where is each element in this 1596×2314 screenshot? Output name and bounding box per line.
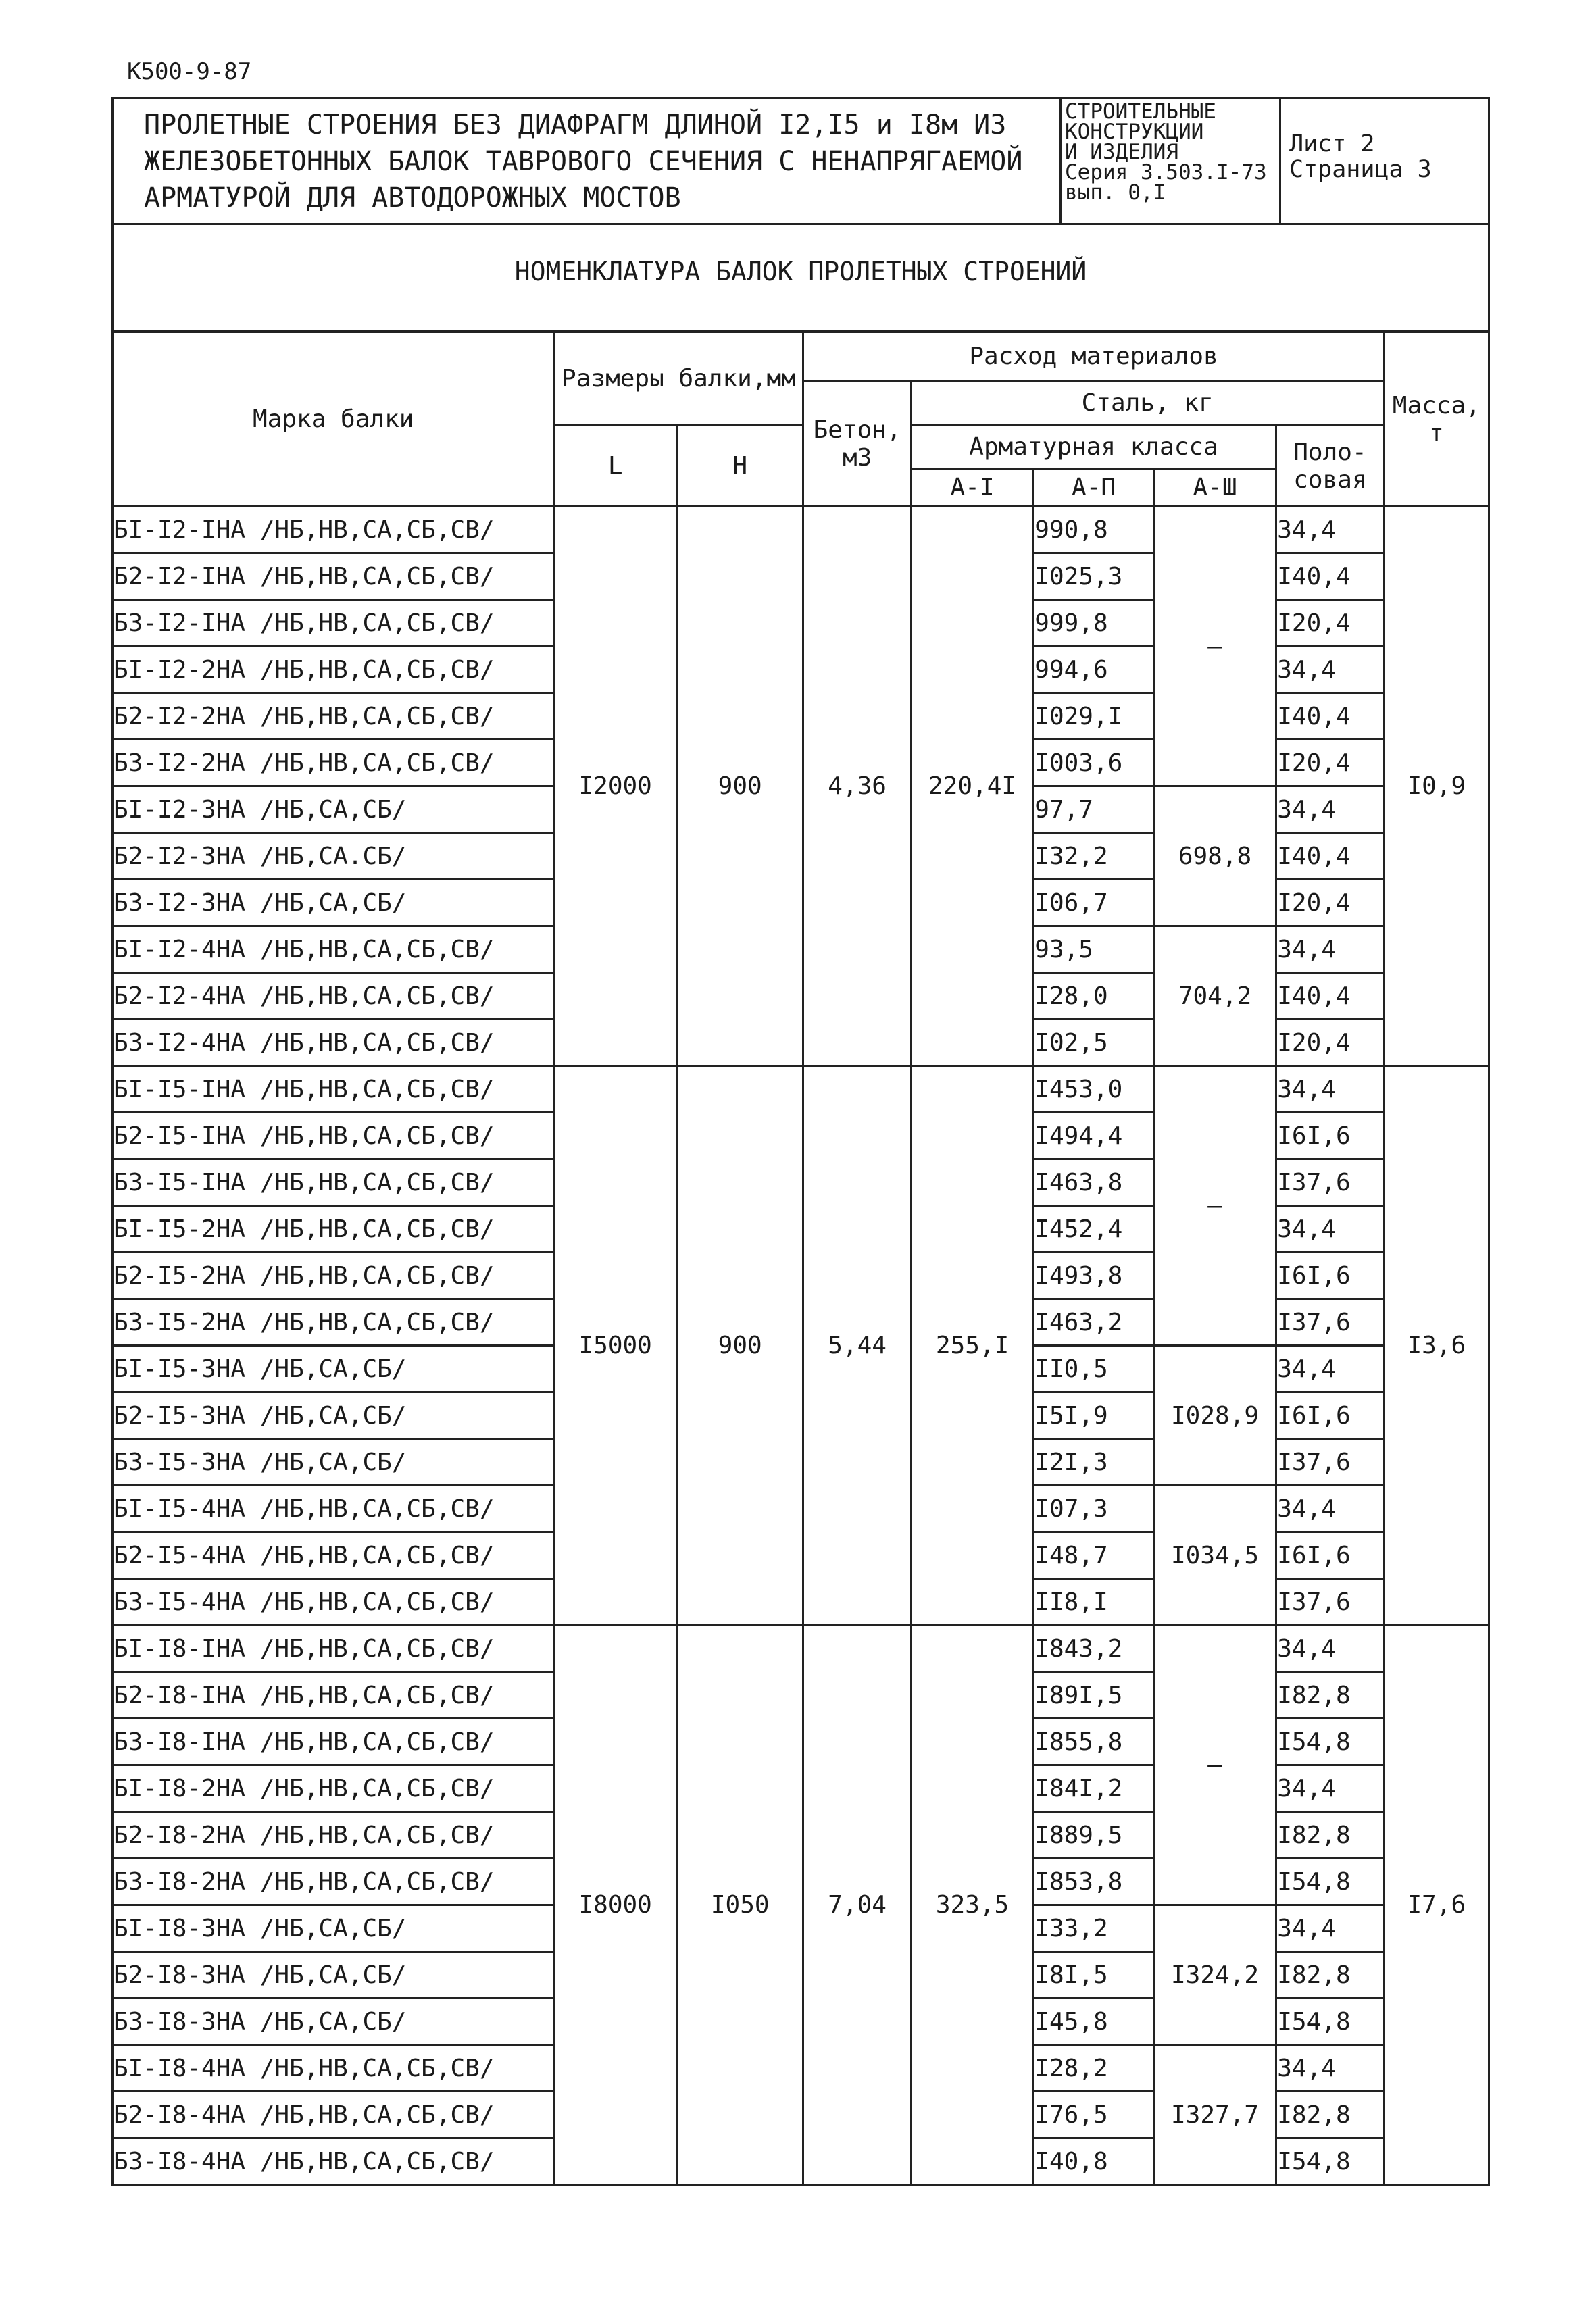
concrete-volume: 4,36 — [803, 507, 911, 1066]
steel-a2: I5I,9 — [1034, 1392, 1153, 1439]
beam-mark: Б2-I2-IНА /НБ,НВ,СА,СБ,СВ/ — [113, 553, 554, 600]
beam-mark: Б2-I8-IНА /НБ,НВ,СА,СБ,СВ/ — [113, 1672, 554, 1719]
beam-mark: Б3-I5-IНА /НБ,НВ,СА,СБ,СВ/ — [113, 1159, 554, 1206]
length-L: I2000 — [554, 507, 677, 1066]
steel-a3: — — [1153, 507, 1276, 786]
header-dims: Размеры балки,мм — [554, 332, 803, 426]
steel-a2: 994,6 — [1034, 647, 1153, 693]
length-L: I5000 — [554, 1066, 677, 1626]
steel-a2: I452,4 — [1034, 1206, 1153, 1253]
series-line: Серия 3.503.I-73 — [1065, 160, 1267, 184]
steel-a2: I32,2 — [1034, 833, 1153, 880]
beam-mark: БI-I2-2НА /НБ,НВ,СА,СБ,СВ/ — [113, 647, 554, 693]
title-block — [111, 97, 1490, 225]
steel-a2: I853,8 — [1034, 1859, 1153, 1905]
beam-mark: Б2-I2-2НА /НБ,НВ,СА,СБ,СВ/ — [113, 693, 554, 740]
beam-mark: Б2-I5-2НА /НБ,НВ,СА,СБ,СВ/ — [113, 1253, 554, 1299]
beam-mark: Б2-I5-4НА /НБ,НВ,СА,СБ,СВ/ — [113, 1532, 554, 1579]
beam-nomenclature-table — [111, 331, 1490, 2186]
header-a1: А-I — [911, 469, 1034, 507]
steel-a2: I494,4 — [1034, 1113, 1153, 1159]
strip-steel: 34,4 — [1276, 926, 1384, 973]
steel-a2: I89I,5 — [1034, 1672, 1153, 1719]
beam-mark: БI-I2-3НА /НБ,СА,СБ/ — [113, 786, 554, 833]
steel-a2: 999,8 — [1034, 600, 1153, 647]
steel-a2: I889,5 — [1034, 1812, 1153, 1859]
beam-mark: Б3-I2-4НА /НБ,НВ,СА,СБ,СВ/ — [113, 1020, 554, 1066]
title-divider — [1059, 99, 1062, 223]
header-strip: Поло-совая — [1276, 426, 1384, 507]
beam-mark: БI-I5-4НА /НБ,НВ,СА,СБ,СВ/ — [113, 1486, 554, 1532]
beam-mark: БI-I5-IНА /НБ,НВ,СА,СБ,СВ/ — [113, 1066, 554, 1113]
beam-mark: Б3-I2-IНА /НБ,НВ,СА,СБ,СВ/ — [113, 600, 554, 647]
strip-steel: I40,4 — [1276, 833, 1384, 880]
beam-mark: БI-I8-3НА /НБ,СА,СБ/ — [113, 1905, 554, 1952]
beam-mark: БI-I8-IНА /НБ,НВ,СА,СБ,СВ/ — [113, 1626, 554, 1672]
beam-mark: БI-I5-3НА /НБ,СА,СБ/ — [113, 1346, 554, 1392]
beam-mark: Б3-I8-2НА /НБ,НВ,СА,СБ,СВ/ — [113, 1859, 554, 1905]
strip-steel: I20,4 — [1276, 600, 1384, 647]
strip-steel: I82,8 — [1276, 2092, 1384, 2138]
height-H: 900 — [676, 507, 803, 1066]
header-a2: А-П — [1034, 469, 1153, 507]
steel-a2: I8I,5 — [1034, 1952, 1153, 1998]
steel-a3: 698,8 — [1153, 786, 1276, 926]
steel-a2: I453,0 — [1034, 1066, 1153, 1113]
header-H: Н — [676, 426, 803, 507]
steel-a2: I463,2 — [1034, 1299, 1153, 1346]
strip-steel: I20,4 — [1276, 880, 1384, 926]
steel-a2: I33,2 — [1034, 1905, 1153, 1952]
header-steel: Сталь, кг — [911, 381, 1384, 426]
steel-a2: I843,2 — [1034, 1626, 1153, 1672]
steel-a3: I028,9 — [1153, 1346, 1276, 1486]
strip-steel: 34,4 — [1276, 2045, 1384, 2092]
strip-steel: 34,4 — [1276, 1765, 1384, 1812]
concrete-volume: 7,04 — [803, 1626, 911, 2185]
beam-mark: БI-I2-IНА /НБ,НВ,СА,СБ,СВ/ — [113, 507, 554, 553]
sheet-number: Лист 2 — [1289, 130, 1375, 157]
strip-steel: I37,6 — [1276, 1299, 1384, 1346]
beam-mark: Б3-I2-3НА /НБ,СА,СБ/ — [113, 880, 554, 926]
table-caption-box — [111, 223, 1490, 332]
strip-steel: I20,4 — [1276, 1020, 1384, 1066]
strip-steel: I20,4 — [1276, 740, 1384, 786]
header-L: L — [554, 426, 677, 507]
beam-mark: Б2-I8-4НА /НБ,НВ,СА,СБ,СВ/ — [113, 2092, 554, 2138]
strip-steel: I54,8 — [1276, 2138, 1384, 2185]
table-caption: НОМЕНКЛАТУРА БАЛОК ПРОЛЕТНЫХ СТРОЕНИЙ — [514, 257, 1087, 286]
height-H: I050 — [676, 1626, 803, 2185]
steel-a2: I493,8 — [1034, 1253, 1153, 1299]
header-concrete: Бетон, м3 — [803, 381, 911, 507]
strip-steel: 34,4 — [1276, 647, 1384, 693]
steel-a2: I84I,2 — [1034, 1765, 1153, 1812]
beam-mark: БI-I8-2НА /НБ,НВ,СА,СБ,СВ/ — [113, 1765, 554, 1812]
steel-a2: I02,5 — [1034, 1020, 1153, 1066]
document-code: К500-9-87 — [127, 58, 252, 85]
beam-mark: Б2-I2-3НА /НБ,СА.СБ/ — [113, 833, 554, 880]
beam-mark: Б3-I8-4НА /НБ,НВ,СА,СБ,СВ/ — [113, 2138, 554, 2185]
steel-a2: II0,5 — [1034, 1346, 1153, 1392]
beam-mark: Б3-I8-3НА /НБ,СА,СБ/ — [113, 1998, 554, 2045]
beam-mark: Б2-I5-IНА /НБ,НВ,СА,СБ,СВ/ — [113, 1113, 554, 1159]
beam-mark: Б2-I5-3НА /НБ,СА,СБ/ — [113, 1392, 554, 1439]
height-H: 900 — [676, 1066, 803, 1626]
steel-a2: 97,7 — [1034, 786, 1153, 833]
table-row — [113, 1066, 1489, 1113]
beam-mark: Б2-I8-3НА /НБ,СА,СБ/ — [113, 1952, 554, 1998]
strip-steel: I40,4 — [1276, 973, 1384, 1020]
strip-steel: 34,4 — [1276, 507, 1384, 553]
strip-steel: I54,8 — [1276, 1719, 1384, 1765]
length-L: I8000 — [554, 1626, 677, 2185]
strip-steel: I82,8 — [1276, 1952, 1384, 1998]
beam-mark: Б3-I5-4НА /НБ,НВ,СА,СБ,СВ/ — [113, 1579, 554, 1626]
beam-mark: Б2-I2-4НА /НБ,НВ,СА,СБ,СВ/ — [113, 973, 554, 1020]
steel-a2: 990,8 — [1034, 507, 1153, 553]
title-divider — [1279, 99, 1281, 223]
strip-steel: I37,6 — [1276, 1159, 1384, 1206]
steel-a2: I003,6 — [1034, 740, 1153, 786]
series-line: СТРОИТЕЛЬНЫЕ — [1065, 99, 1216, 124]
beam-mass: I3,6 — [1384, 1066, 1489, 1626]
beam-mark: Б3-I5-2НА /НБ,НВ,СА,СБ,СВ/ — [113, 1299, 554, 1346]
table-row — [113, 507, 1489, 553]
strip-steel: I40,4 — [1276, 553, 1384, 600]
steel-a2: I45,8 — [1034, 1998, 1153, 2045]
beam-mark: Б3-I2-2НА /НБ,НВ,СА,СБ,СВ/ — [113, 740, 554, 786]
beam-mark: Б3-I5-3НА /НБ,СА,СБ/ — [113, 1439, 554, 1486]
strip-steel: I6I,6 — [1276, 1113, 1384, 1159]
strip-steel: I6I,6 — [1276, 1253, 1384, 1299]
concrete-volume: 5,44 — [803, 1066, 911, 1626]
strip-steel: 34,4 — [1276, 1486, 1384, 1532]
strip-steel: I6I,6 — [1276, 1392, 1384, 1439]
beam-mark: БI-I2-4НА /НБ,НВ,СА,СБ,СВ/ — [113, 926, 554, 973]
strip-steel: I40,4 — [1276, 693, 1384, 740]
beam-mark: БI-I5-2НА /НБ,НВ,СА,СБ,СВ/ — [113, 1206, 554, 1253]
table-row — [113, 1626, 1489, 1672]
strip-steel: 34,4 — [1276, 1066, 1384, 1113]
beam-mark: Б2-I8-2НА /НБ,НВ,СА,СБ,СВ/ — [113, 1812, 554, 1859]
document-title: ПРОЛЕТНЫЕ СТРОЕНИЯ БЕЗ ДИАФРАГМ ДЛИНОЙ I2,I5 и I8м ИЗ ЖЕЛЕЗОБЕТОННЫХ БАЛОК ТАВРОВОГО СЕЧЕНИЯ С НЕНАПРЯГАЕМОЙ АРМАТУРОЙ ДЛЯ АВТОДОРОЖНЫХ МОСТОВ — [144, 109, 1023, 213]
strip-steel: 34,4 — [1276, 1905, 1384, 1952]
steel-a2: I06,7 — [1034, 880, 1153, 926]
series-line: вып. 0,I — [1065, 180, 1166, 205]
beam-mark: Б3-I8-IНА /НБ,НВ,СА,СБ,СВ/ — [113, 1719, 554, 1765]
steel-a2: I28,0 — [1034, 973, 1153, 1020]
steel-a2: I463,8 — [1034, 1159, 1153, 1206]
table-body — [113, 507, 1489, 2185]
strip-steel: I82,8 — [1276, 1812, 1384, 1859]
series-line: И ИЗДЕЛИЯ — [1065, 140, 1178, 164]
steel-a2: I855,8 — [1034, 1719, 1153, 1765]
beam-mass: I7,6 — [1384, 1626, 1489, 2185]
header-mark: Марка балки — [113, 332, 554, 507]
steel-a1: 220,4I — [911, 507, 1034, 1066]
header-rebar-class: Арматурная класса — [911, 426, 1276, 469]
sheet-info — [1289, 131, 1432, 182]
strip-steel: 34,4 — [1276, 1626, 1384, 1672]
steel-a2: 93,5 — [1034, 926, 1153, 973]
steel-a2: II8,I — [1034, 1579, 1153, 1626]
series-block — [1065, 101, 1276, 203]
steel-a1: 323,5 — [911, 1626, 1034, 2185]
steel-a3: — — [1153, 1066, 1276, 1346]
beam-mass: I0,9 — [1384, 507, 1489, 1066]
steel-a2: I2I,3 — [1034, 1439, 1153, 1486]
header-consumption: Расход материалов — [803, 332, 1384, 381]
beam-mark: БI-I8-4НА /НБ,НВ,СА,СБ,СВ/ — [113, 2045, 554, 2092]
strip-steel: 34,4 — [1276, 1346, 1384, 1392]
header-mass: Масса, т — [1384, 332, 1489, 507]
steel-a3: I034,5 — [1153, 1486, 1276, 1626]
strip-steel: I6I,6 — [1276, 1532, 1384, 1579]
steel-a2: I28,2 — [1034, 2045, 1153, 2092]
page-number: Страница 3 — [1289, 156, 1432, 183]
header-a3: А-Ш — [1153, 469, 1276, 507]
strip-steel: I37,6 — [1276, 1439, 1384, 1486]
strip-steel: I54,8 — [1276, 1859, 1384, 1905]
steel-a3: — — [1153, 1626, 1276, 1905]
steel-a1: 255,I — [911, 1066, 1034, 1626]
series-line: КОНСТРУКЦИИ — [1065, 120, 1204, 144]
steel-a3: I327,7 — [1153, 2045, 1276, 2185]
strip-steel: 34,4 — [1276, 1206, 1384, 1253]
strip-steel: 34,4 — [1276, 786, 1384, 833]
steel-a2: I48,7 — [1034, 1532, 1153, 1579]
steel-a3: 704,2 — [1153, 926, 1276, 1066]
steel-a2: I029,I — [1034, 693, 1153, 740]
steel-a2: I07,3 — [1034, 1486, 1153, 1532]
steel-a2: I76,5 — [1034, 2092, 1153, 2138]
steel-a2: I025,3 — [1034, 553, 1153, 600]
strip-steel: I82,8 — [1276, 1672, 1384, 1719]
strip-steel: I37,6 — [1276, 1579, 1384, 1626]
steel-a2: I40,8 — [1034, 2138, 1153, 2185]
strip-steel: I54,8 — [1276, 1998, 1384, 2045]
steel-a3: I324,2 — [1153, 1905, 1276, 2045]
